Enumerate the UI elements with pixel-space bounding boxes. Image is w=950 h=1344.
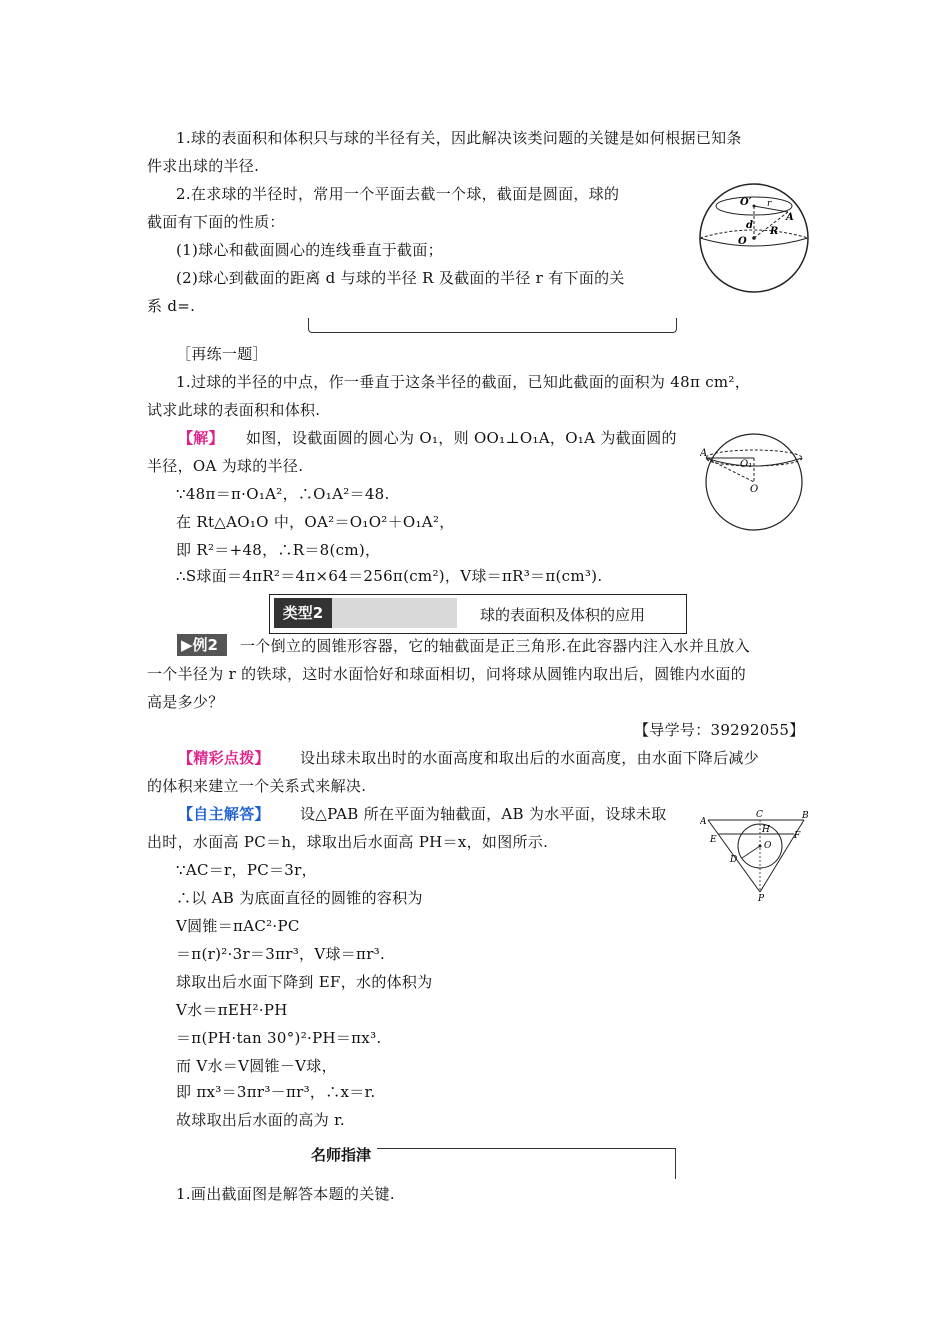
label-a: A	[700, 448, 708, 459]
label-o1: O₁	[740, 459, 753, 470]
solution-line-3: 在 Rt△AO₁O 中，OA²＝O₁O²＋O₁A²，	[176, 513, 455, 531]
label-r: r	[767, 199, 772, 209]
practice-question-line-2: 试求此球的表面积和体积.	[147, 401, 321, 419]
practice-heading: ［再练一题］	[176, 345, 268, 363]
solution-tag: 【解】	[178, 429, 224, 447]
answer-line-10: 而 V水＝V圆锥－V球，	[176, 1057, 337, 1075]
type-tag: 类型2	[274, 598, 332, 628]
sphere-half-radius-figure	[700, 430, 806, 534]
summary-line-4b: 系 d=.	[147, 297, 196, 315]
label-o: O	[750, 484, 759, 495]
type-tag-fill	[332, 598, 457, 628]
label-c: C	[756, 810, 763, 820]
label-o-prime: O′	[740, 197, 752, 208]
hint-line-2: 的体积来建立一个关系式来解决.	[147, 777, 367, 795]
label-b: B	[802, 811, 809, 821]
solution-line-1b: 半径，OA 为球的半径.	[147, 457, 304, 475]
label-o: O	[738, 236, 747, 247]
answer-line-6: ＝π(r)²·3r＝3πr³，V球＝πr³.	[176, 945, 386, 963]
solution-line-5: ∴S球面＝4πR²＝4π×64＝256π(cm²)，V球＝πR³＝π(cm³).	[176, 567, 603, 585]
answer-line-5: V圆锥＝πAC²·PC	[176, 917, 300, 935]
label-e: E	[710, 835, 717, 845]
answer-line-11: 即 πx³＝3πr³－πr³，∴x＝r.	[176, 1083, 376, 1101]
type-title: 球的表面积及体积的应用	[480, 606, 646, 624]
label-d: d	[746, 220, 753, 231]
answer-tag: 【自主解答】	[178, 805, 270, 823]
cone-sphere-figure	[700, 806, 812, 902]
answer-line-3: ∵AC＝r，PC＝3r，	[176, 861, 317, 879]
teacher-tip-tag: 名师指津	[311, 1144, 377, 1165]
answer-line-8: V水＝πEH²·PH	[176, 1001, 288, 1019]
practice-question-line-1: 1.过球的半径的中点，作一垂直于这条半径的截面，已知此截面的面积为 48π cm²，	[176, 373, 751, 391]
solution-line-2: ∵48π＝π·O₁A²，∴O₁A²＝48.	[176, 485, 390, 503]
answer-line-2: 出时，水面高 PC＝h，球取出后水面高 PH＝x，如图所示.	[147, 833, 549, 851]
label-f: F	[794, 831, 801, 841]
label-d: D	[730, 855, 738, 865]
summary-line-2b: 截面有下面的性质：	[147, 213, 285, 231]
section-bracket	[308, 318, 677, 333]
answer-line-1: 设△PAB 所在平面为轴截面，AB 为水平面，设球未取	[300, 805, 667, 823]
answer-line-12: 故球取出后水面的高为 r.	[176, 1111, 345, 1129]
answer-line-4: ∴以 AB 为底面直径的圆锥的容积为	[176, 889, 423, 907]
label-o: O	[764, 841, 772, 851]
summary-line-1a: 1.球的表面积和体积只与球的半径有关，因此解决该类问题的关键是如何根据已知条	[176, 129, 742, 147]
label-a: A	[700, 817, 707, 827]
label-p: P	[758, 894, 765, 902]
example-tag-label: 例2	[192, 636, 218, 654]
example-line-1: 一个倒立的圆锥形容器，它的轴截面是正三角形.在此容器内注入水并且放入	[240, 637, 750, 655]
sphere-section-figure	[696, 176, 814, 294]
summary-line-2a: 2.在求球的半径时，常用一个平面去截一个球，截面是圆面，球的	[176, 185, 620, 203]
solution-line-4: 即 R²＝+48，∴R＝8(cm)，	[176, 541, 381, 559]
summary-line-3: (1)球心和截面圆心的连线垂直于截面；	[176, 241, 443, 259]
example-tag: ▶例2	[177, 634, 227, 656]
example-line-2: 一个半径为 r 的铁球，这时水面恰好和球面相切，问将球从圆锥内取出后，圆锥内水面的	[147, 665, 747, 683]
solution-line-1a: 如图，设截面圆的圆心为 O₁，则 OO₁⊥O₁A，O₁A 为截面圆的	[246, 429, 677, 447]
guide-number: 【导学号：39292055】	[634, 721, 805, 739]
summary-line-1b: 件求出球的半径.	[147, 157, 260, 175]
answer-line-7: 球取出后水面下降到 EF，水的体积为	[176, 973, 433, 991]
label-h: H	[762, 825, 770, 835]
label-a: A	[786, 212, 794, 223]
example-line-3: 高是多少？	[147, 693, 224, 711]
teacher-tip-line-1: 1.画出截面图是解答本题的关键.	[176, 1185, 395, 1203]
type-banner	[269, 594, 687, 634]
summary-line-4a: (2)球心到截面的距离 d 与球的半径 R 及截面的半径 r 有下面的关	[176, 269, 625, 287]
answer-line-9: ＝π(PH·tan 30°)²·PH＝πx³.	[176, 1029, 382, 1047]
label-big-r: R	[770, 226, 779, 237]
hint-tag: 【精彩点拨】	[178, 749, 270, 767]
hint-line-1: 设出球未取出时的水面高度和取出后的水面高度，由水面下降后减少	[300, 749, 760, 767]
